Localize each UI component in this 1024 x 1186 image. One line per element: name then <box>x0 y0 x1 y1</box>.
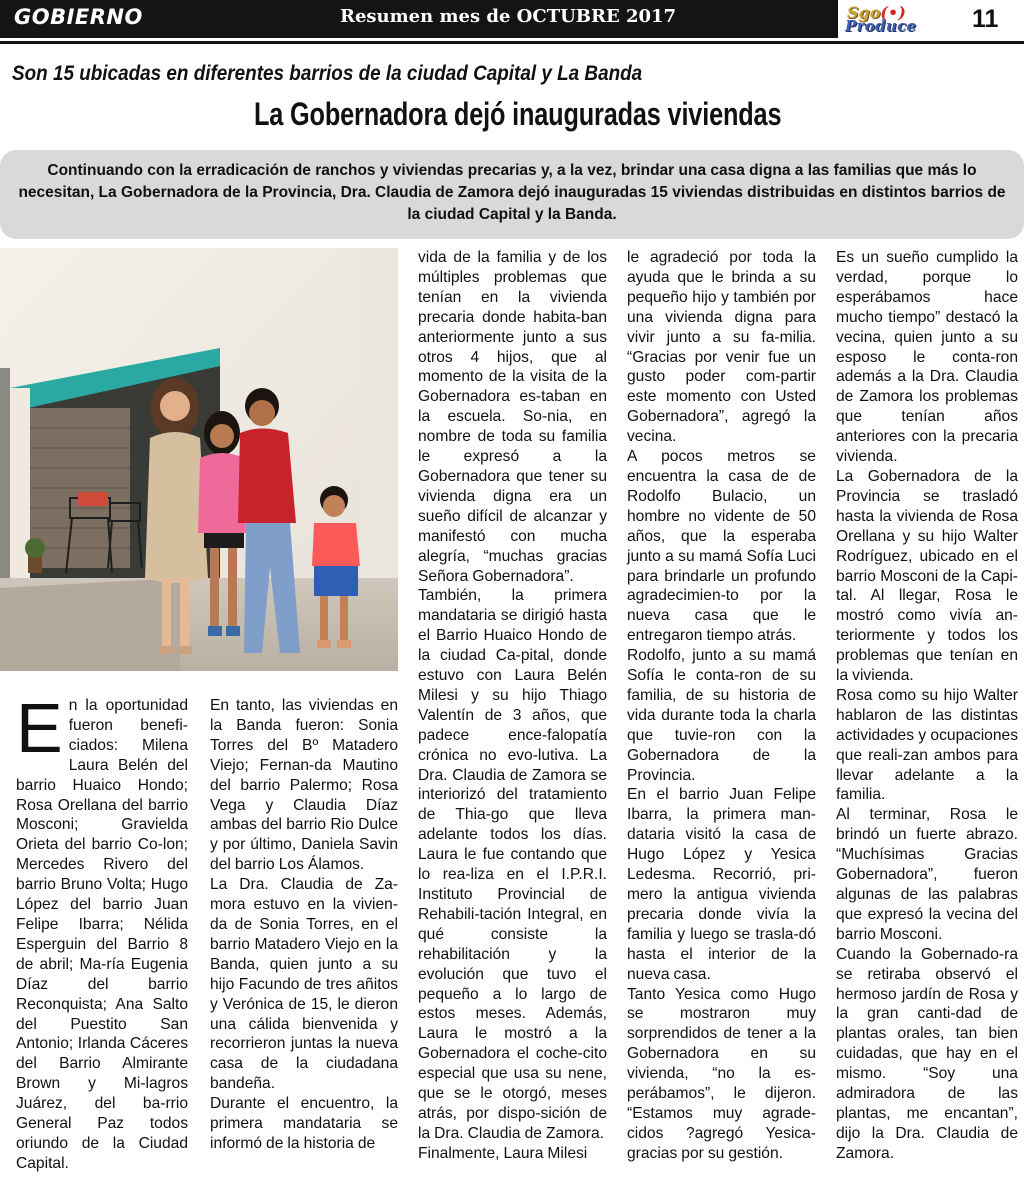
logo-line-2: Produce <box>845 17 917 35</box>
section-label: GOBIERNO <box>14 5 143 29</box>
paragraph: Tanto Yesica como Hugo se mostraron muy sorprendidos de tener a la Gobernadora en su vivienda, “no la es-perábamos”, le dijeron. “Estamos muy agrade-cidos ?agregó Yesica-gracias por su gestión. <box>627 985 816 1162</box>
paragraph: Es un sueño cumplido la verdad, porque lo esperábamos hace mucho tiempo” destacó la vecina, quien junto a su esposo le conta-ron además a la Dra. Claudia de Zamora los problemas que tenían años anteriores con la precaria vivienda. <box>836 249 1018 466</box>
article-column-5 <box>836 248 1018 1164</box>
logo-line-1: Sgo(•) <box>847 3 906 22</box>
issue-label: Resumen mes de OCTUBRE 2017 <box>340 6 677 27</box>
article-column-4 <box>627 248 816 1164</box>
lead-paragraph: Continuando con la erradicación de ranchos y viviendas precarias y, a la vez, brindar una casa digna a las familias que más lo necesitan, La Gobernadora de la Provincia, Dra. Claudia de Zamora dejó inauguradas 15 viviendas distribuidas en distintos barrios de la ciudad Capital y la Banda. <box>18 162 1006 223</box>
paragraph: A pocos metros se encuentra la casa de de Rodolfo Bulacio, un hombre no vidente de 50 años, que la esperaba junto a su mamá Sofía Luci para brindarle un profundo agradecimien-to por la nueva casa que le entregaron tiempo atrás. <box>627 448 816 645</box>
paragraph: Cuando la Gobernado-ra se retiraba observó el hermoso jardín de Rosa y la gran canti-dad de plantas orales, tan bien cuidadas, que hay en el mismo. “Soy una admiradora de las plantas, me encantan”, dijo la Dra. Claudia de Zamora. <box>836 945 1018 1162</box>
drop-cap: E <box>16 689 63 767</box>
article-headline: La Gobernadora dejó inauguradas viviendas <box>254 96 782 132</box>
paragraph: En el barrio Juan Felipe Ibarra, la primera man-dataria visitó la casa de Hugo López y Yesica Ledesma. Recorrió, pri-mero la antigua vivienda precaria donde vivía la familia y luego se trasla-dó hasta el interior de la nueva casa. <box>627 786 816 983</box>
paragraph: En tanto, las viviendas en la Banda fueron: Sonia Torres del Bº Matadero Viejo; Fernan-da Mautino del barrio Palermo; Rosa Vega y Claudia Díaz ambas del barrio Rio Dulce y por último, Daniela Savin del barrio Los Álamos. <box>210 697 398 874</box>
paragraph: En la oportunidad fueron benefi-ciados: Milena Laura Belén del barrio Huaico Hondo; Rosa Orellana del barrio Mosconi; Gravielda Orieta del barrio Co-lon; Mercedes Rivero del barrio Bruno Volta; Hugo López del barrio Juan Felipe Ibarra; Nélida Esperguin del Barrio 8 de abril; Ma-ría Eugenia Díaz del barrio Reconquista; Ana Salto del Puestito San Antonio; Irlanda Cáceres del Barrio Almirante Brown y Mi-lagros Juárez, del ba-rrio General Paz todos oriundo de la Ciudad Capital. <box>16 689 188 1172</box>
paragraph: La Gobernadora de la Provincia se trasladó hasta la vivienda de Rosa Orellana y su hijo Walter Rodríguez, ubicado en el barrio Mosconi de la Capi-tal. Al llegar, Rosa le mostró como vivía an-teriormente y todos los problemas que tenían en la vivienda. <box>836 467 1018 685</box>
photo-governor-with-family <box>0 248 398 671</box>
header-rule <box>0 41 1024 44</box>
paragraph: La Dra. Claudia de Za-mora estuvo en la vivien-da de Sonia Torres, en el barrio Matadero Viejo en la Banda, quien junto a su hijo Facundo de tres añitos y Verónica de 15, le dieron una cálida bienvenida y recorrieron juntas la nueva casa de la ciudadana bandeña. <box>210 876 398 1093</box>
page-number: 11 <box>972 5 999 33</box>
paragraph: Rosa como su hijo Walter hablaron de las distintas actividades y ocupaciones que reali-zan ambos para llevar adelante a la familia. <box>836 686 1018 804</box>
paragraph: Al terminar, Rosa le brindó un fuerte abrazo. “Muchísimas Gracias Gobernadora”, fueron algunas de las palabras que expresó la vecina del barrio Mosconi. <box>836 806 1018 943</box>
paragraph: Durante el encuentro, la primera mandataria se informó de la historia de <box>210 1095 398 1152</box>
header-bar <box>0 0 838 38</box>
paragraph: Rodolfo, junto a su mamá Sofía le conta-ron de su familia, de su historia de vida durante toda la charla que tuvie-ron con la Gobernadora de la Provincia. <box>627 647 816 784</box>
paragraph: vida de la familia y de los múltiples problemas que tenían en la vivienda precaria donde habita-ban anteriormente junto a sus otros 4 hijos, que al momento de la visita de la Gobernadora es-taban en la escuela. So-nia, en nombre de toda su familia le expresó a la Gobernadora que tener su vivienda digna era un sueño difícil de alcanzar y manifestó con mucha alegría, “muchas gracias Señora Gobernadora”. <box>418 249 607 585</box>
paragraph: Finalmente, Laura Milesi <box>418 1144 588 1162</box>
article-column-1 <box>16 689 188 1174</box>
article-column-2 <box>210 696 398 1154</box>
paragraph: le agradeció por toda la ayuda que le brinda a su pequeño hijo y también por una vivienda digna para vivir junto a su fa-milia. “Gracias por venir fue un gusto poder com-partir este momento con Usted Gobernadora”, agregó la vecina. <box>627 249 816 446</box>
article-kicker: Son 15 ubicadas en diferentes barrios de la ciudad Capital y La Banda <box>12 62 643 85</box>
article-column-3 <box>418 248 607 1164</box>
sgo-produce-logo <box>843 3 961 35</box>
article-photo <box>0 248 398 671</box>
paragraph: También, la primera mandataria se dirigió hasta el Barrio Huaico Hondo de la ciudad Ca-pital, donde estuvo con Laura Belén Milesi y su hijo Thiago Valentín de 3 años, que padece ence-falopatía crónica no evo-lutiva. La Dra. Claudia de Zamora se interiorizó del tratamiento de Thia-go que lleva adelante todos los días. Laura le fue contando que lo rea-liza en el I.P.R.I. Instituto Provincial de Rehabili-tación Integral, en qué consiste la rehabilitación y la evolución que tuvo el pequeño a lo largo de estos meses. Además, Laura le mostró a la Gobernadora el coche-cito especial que usa su nene, que se le otorgó, meses atrás, por dispo-sición de la Dra. Claudia de Zamora. <box>418 587 607 1142</box>
